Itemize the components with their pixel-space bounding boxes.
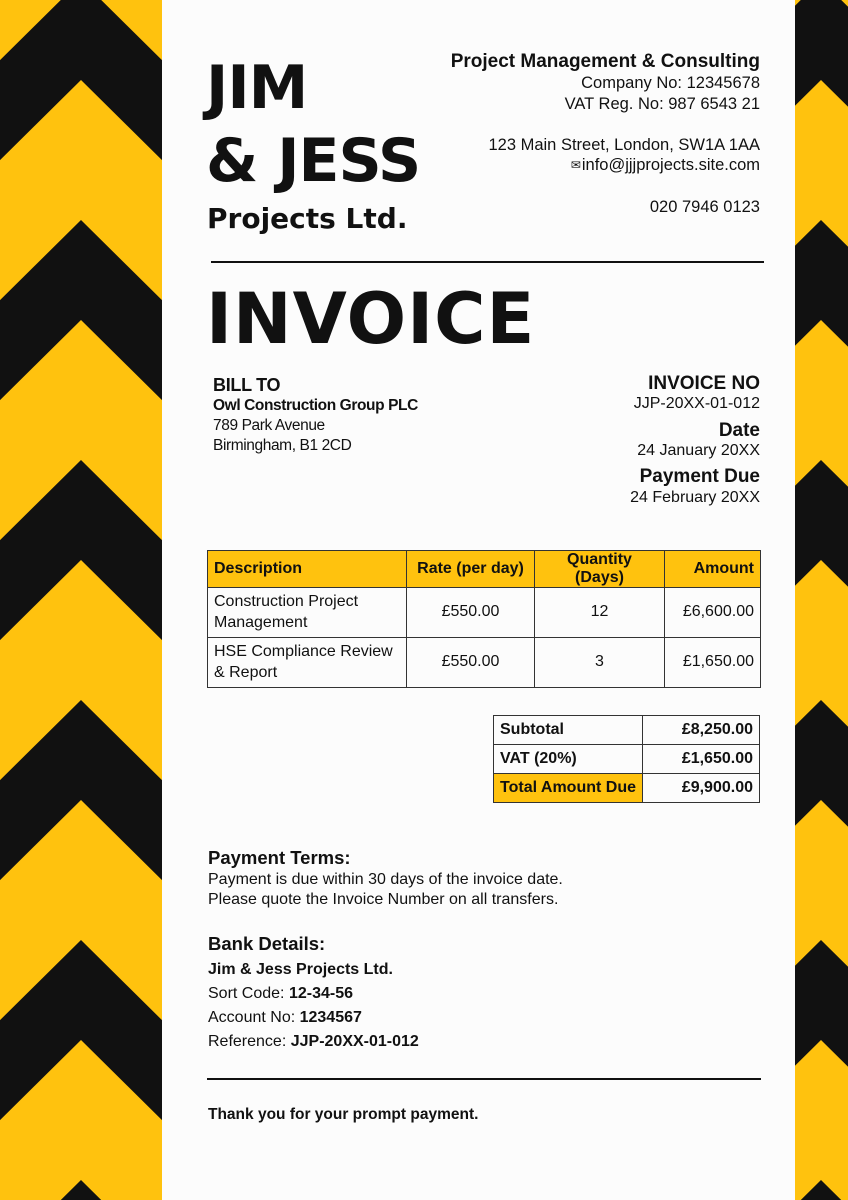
account-number: Account No: 1234567	[208, 1009, 362, 1026]
item-quantity: 12	[535, 588, 665, 638]
vat-reg-number: VAT Reg. No: 987 6543 21	[564, 95, 760, 113]
payment-terms-heading: Payment Terms:	[208, 847, 351, 868]
header-divider	[211, 261, 764, 263]
item-rate: £550.00	[407, 638, 535, 688]
bill-to-heading: BILL TO	[213, 375, 281, 395]
total-value: £9,900.00	[643, 774, 760, 803]
item-description: HSE Compliance Review & Report	[208, 638, 407, 688]
item-amount: £1,650.00	[665, 638, 761, 688]
total-label: Total Amount Due	[494, 774, 643, 803]
payment-due-date: 24 February 20XX	[630, 489, 760, 506]
invoice-number: JJP-20XX-01-012	[633, 395, 760, 412]
item-quantity: 3	[535, 638, 665, 688]
email-icon: ✉	[570, 158, 581, 172]
bill-to-name: Owl Construction Group PLC	[213, 397, 418, 414]
page-title: INVOICE	[206, 278, 536, 360]
company-tagline: Project Management & Consulting	[450, 51, 760, 72]
item-rate: £550.00	[407, 588, 535, 638]
bank-details-heading: Bank Details:	[208, 933, 326, 954]
vat-label: VAT (20%)	[494, 745, 643, 774]
invoice-number-label: INVOICE NO	[648, 373, 760, 394]
email-text: info@jjjprojects.site.com	[581, 156, 760, 174]
subtotal-value: £8,250.00	[643, 716, 760, 745]
item-description: Construction Project Management	[208, 588, 407, 638]
thank-you-note: Thank you for your prompt payment.	[208, 1106, 479, 1123]
bill-to-address-line1: 789 Park Avenue	[213, 417, 325, 434]
vat-value: £1,650.00	[643, 745, 760, 774]
payment-terms-line1: Payment is due within 30 days of the invoice date.	[208, 871, 563, 888]
table-row	[208, 638, 761, 688]
item-amount: £6,600.00	[665, 588, 761, 638]
column-header-amount: Amount	[665, 551, 761, 588]
table-row	[208, 588, 761, 638]
line-items-table	[207, 550, 761, 688]
column-header-rate: Rate (per day)	[407, 551, 535, 588]
column-header-description: Description	[208, 551, 407, 588]
vat-row	[494, 745, 760, 774]
payment-due-label: Payment Due	[639, 466, 760, 487]
totals-table	[493, 715, 760, 803]
footer-divider	[207, 1078, 761, 1080]
hazard-stripe-right	[795, 0, 848, 1200]
total-row	[494, 774, 760, 803]
company-email[interactable]	[571, 157, 760, 174]
bank-account-name: Jim & Jess Projects Ltd.	[208, 961, 393, 978]
logo-line-3: Projects Ltd.	[207, 202, 408, 235]
subtotal-row	[494, 716, 760, 745]
payment-terms-line2: Please quote the Invoice Number on all transfers.	[208, 891, 559, 908]
date-label: Date	[718, 420, 760, 441]
logo-line-1: JIM	[206, 53, 308, 123]
bill-to-address-line2: Birmingham, B1 2CD	[213, 437, 352, 454]
company-address: 123 Main Street, London, SW1A 1AA	[488, 136, 760, 154]
company-phone: 020 7946 0123	[649, 198, 760, 216]
subtotal-label: Subtotal	[494, 716, 643, 745]
invoice-date: 24 January 20XX	[637, 442, 760, 459]
logo-line-2: & JESS	[206, 126, 421, 196]
sort-code: Sort Code: 12-34-56	[208, 985, 353, 1002]
payment-reference: Reference: JJP-20XX-01-012	[208, 1033, 419, 1050]
column-header-quantity: Quantity (Days)	[535, 551, 665, 588]
company-number: Company No: 12345678	[581, 74, 760, 92]
hazard-stripe-left	[0, 0, 162, 1200]
table-header-row	[208, 551, 761, 588]
